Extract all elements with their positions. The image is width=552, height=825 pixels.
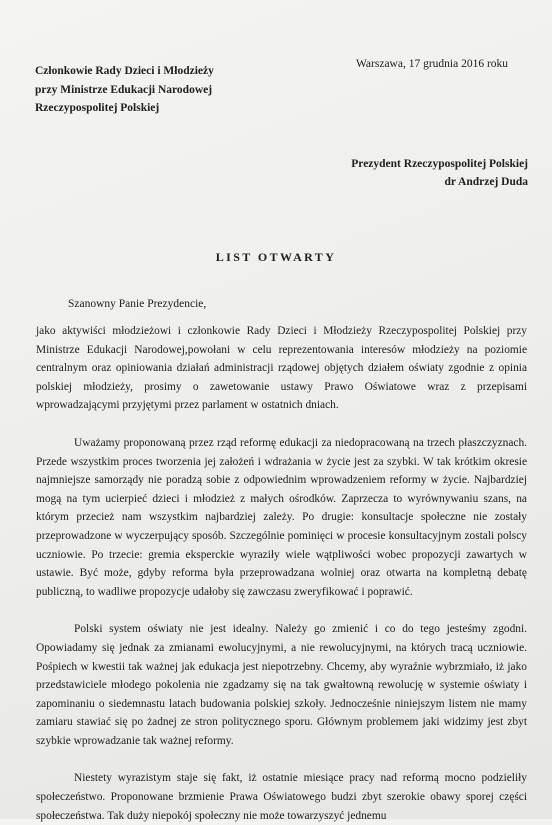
date-line: Warszawa, 17 grudnia 2016 roku xyxy=(356,58,509,70)
salutation: Szanowny Panie Prezydencie, xyxy=(68,298,207,310)
sender-block xyxy=(35,62,214,118)
letter-title: LIST OTWARTY xyxy=(215,250,337,264)
sender-line: Członkowie Rady Dzieci i Młodzieży xyxy=(35,65,214,77)
paragraph-intro: jako aktywiści młodzieżowi i członkowie Rady Dzieci i Młodzieży Rzeczypospolitej Polskiej przy Ministrze Edukacji Narodowej,powołani w celu reprezentowania interesów młodzieży na poziomie centralnym oraz opiniowania działań administracji rządowej objętych działem oświaty zgodnie z opinia polskiej młodzieży, prosimy o zawetowanie ustawy Prawo Oświatowe wraz z przepisami wprowadzającymi przyjętymi przez parlament w ostatnich dniach. xyxy=(36,325,527,412)
sender-line: przy Ministrze Edukacji Narodowej xyxy=(35,83,213,96)
paragraph-system: Polski system oświaty nie jest idealny. Należy go zmienić i co do tego jesteśmy zgodni. Opowiadamy się jednak za zmianami ewolucyjnymi, a nie rewolucyjnymi, na których tracą uczniowie. Pośpiech w kwestii tak ważnej jak edukacja jest niepotrzebny. Chcemy, aby wyraźnie wybrzmiało, iż jako przedstawiciele młodego pokolenia nie zgadzamy się na tak gwałtowną rewolucję w systemie oświaty i zapominaniu o siedemnastu latach budowania polskiej szkoły. Jednocześnie niniejszym listem nie mamy zamiaru stawiać się po żadnej ze stron politycznego sporu. Głównym problemem jaki widzimy jest zbyt szybkie wprowadzanie tak ważnej reformy. xyxy=(36,623,527,747)
paragraph-society: Niestety wyrazistym staje się fakt, iż ostatnie miesiące pracy nad reformą mocno podzieliły społeczeństwo. Proponowane brzmienie Prawa Oświatowego budzi zbyt szerokie obawy sporej części społeczeństwa. Tak duży niepokój społeczny nie może towarzyszyć jednemu xyxy=(36,772,527,822)
recipient-block xyxy=(351,155,528,191)
recipient-name: dr Andrzej Duda xyxy=(444,176,528,188)
letter-body xyxy=(36,322,527,825)
sender-line: Rzeczypospolitej Polskiej xyxy=(35,102,160,114)
paragraph-arguments: Uważamy proponowaną przez rząd reformę edukacji za niedopracowaną na trzech płaszczyznach. Przede wszystkim proces tworzenia jej założeń i wdrażania w życie jest za szybki. W tak krótkim okresie najmniejsze samorządy nie poradzą sobie z odpowiednim wprowadzeniem reformy w życie. Najbardziej mogą na tym ucierpieć dzieci i młodzież z małych ośrodków. Zaprzecza to wyrównywaniu szans, na którym przecież nam wszystkim najbardziej zależy. Po drugie: konsultacje społeczne nie zostały przeprowadzone w wyczerpujący sposób. Szczególnie pominięci w procesie konsultacyjnym zostali polscy uczniowie. Po trzecie: gremia eksperckie wyraziły wiele wątpliwości wobec propozycji zawartych w ustawie. Być może, gdyby reforma była przeprowadzana wolniej oraz otwarta na kompletną debatę publiczną, to wadliwe propozycje udałoby się zawczasu zweryfikować i poprawić. xyxy=(36,436,527,598)
recipient-title: Prezydent Rzeczypospolitej Polskiej xyxy=(351,158,528,170)
